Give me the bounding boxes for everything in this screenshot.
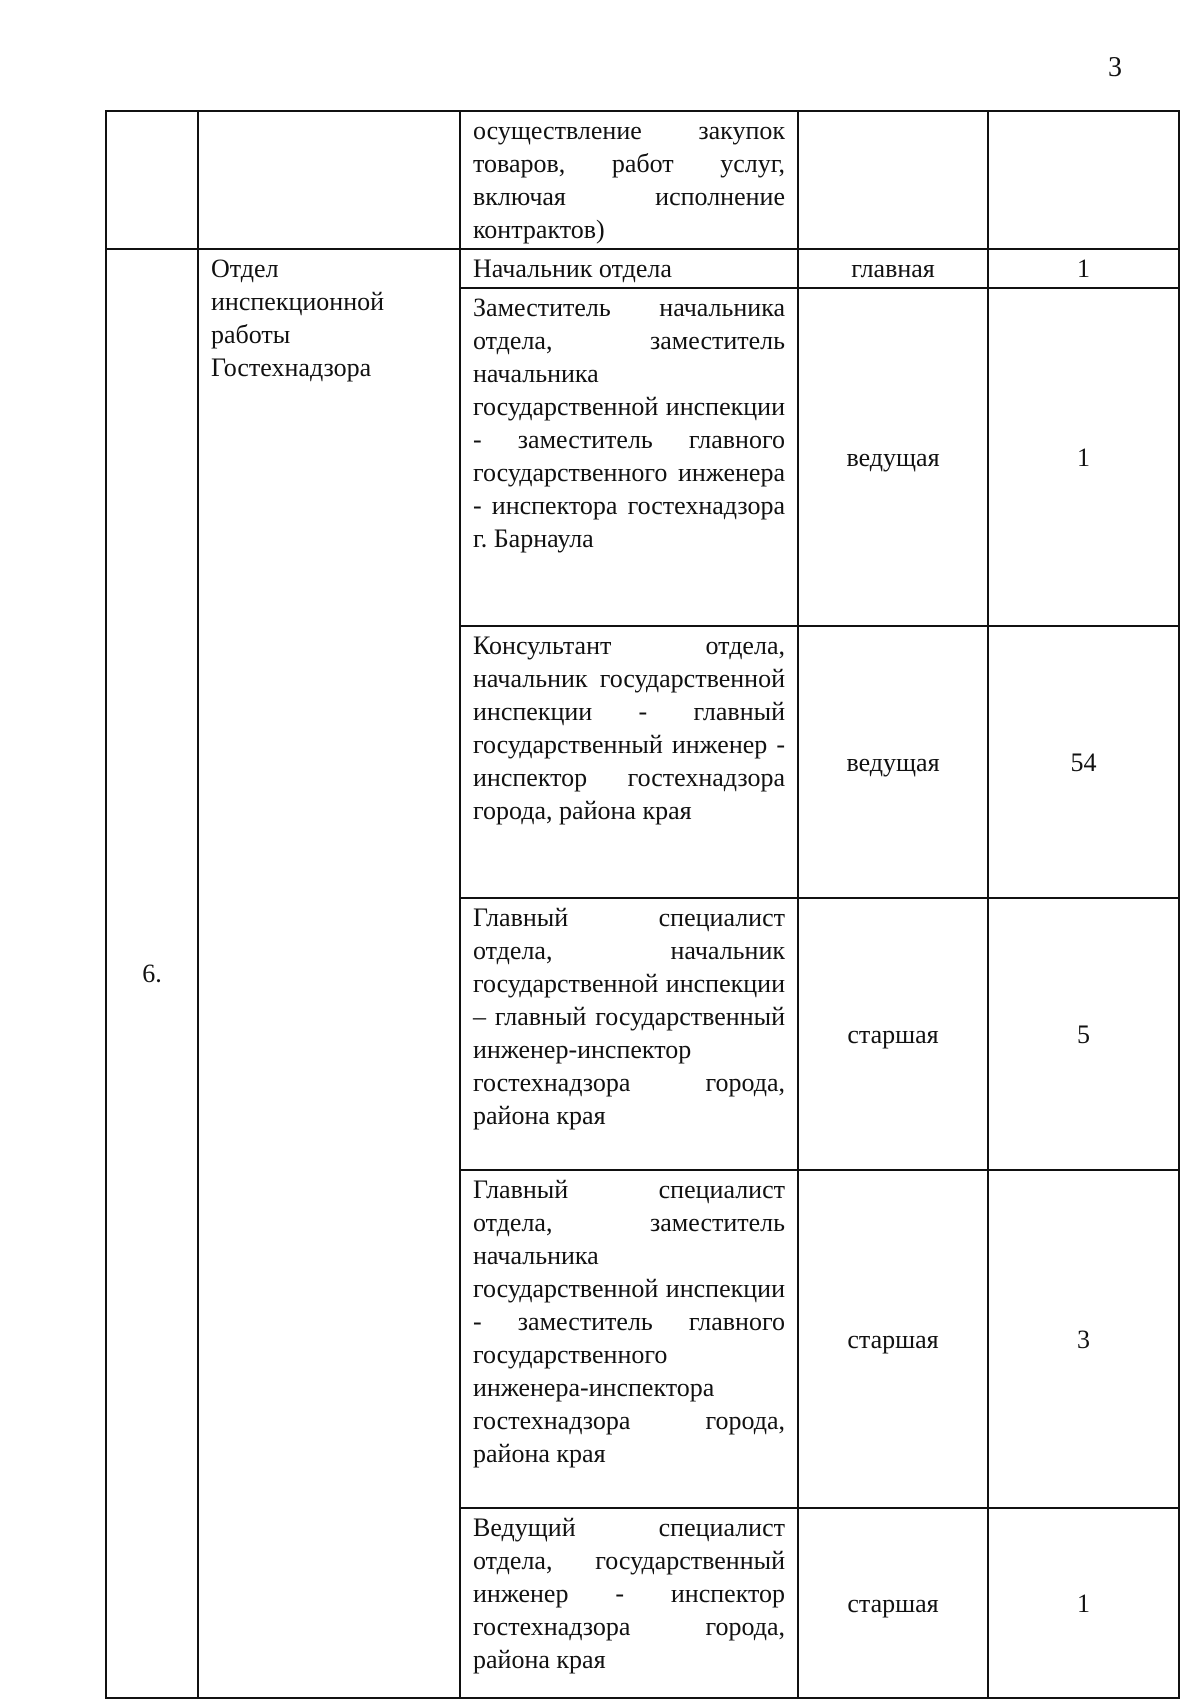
position-cell: Ведущий специалист отдела, государственный инженер - инспектор гостехнадзора города, района края xyxy=(460,1508,798,1698)
department-cell xyxy=(198,111,460,249)
department-name: Отдел инспекционной работы Гостехнадзора xyxy=(198,249,460,1698)
count-cell: 1 xyxy=(988,1508,1179,1698)
position-cell: Заместитель начальника отдела, заместитель начальника государственной инспекции - заместитель главного государственного инженера - инспектора гостехнадзора г. Барнаула xyxy=(460,288,798,626)
group-cell: старшая xyxy=(798,1170,988,1508)
group-cell: старшая xyxy=(798,1508,988,1698)
group-cell xyxy=(798,111,988,249)
count-cell xyxy=(988,111,1179,249)
count-cell: 1 xyxy=(988,288,1179,626)
section-number: 6. xyxy=(106,249,198,1698)
position-cell: Консультант отдела, начальник государственной инспекции - главный государственный инженер - инспектор гостехнадзора города, района края xyxy=(460,626,798,898)
position-cell: Главный специалист отдела, начальник государственной инспекции – главный государственный инженер-инспектор гостехнадзора города, района края xyxy=(460,898,798,1170)
staffing-table xyxy=(105,110,1180,1699)
group-cell: ведущая xyxy=(798,288,988,626)
count-cell: 5 xyxy=(988,898,1179,1170)
table-row xyxy=(106,249,1179,288)
group-cell: старшая xyxy=(798,898,988,1170)
count-cell: 1 xyxy=(988,249,1179,288)
position-cell: осуществление закупок товаров, работ услуг, включая исполнение контрактов) xyxy=(460,111,798,249)
position-cell: Главный специалист отдела, заместитель начальника государственной инспекции - заместитель главного государственного инженера-инспектора гостехнадзора города, района края xyxy=(460,1170,798,1508)
count-cell: 54 xyxy=(988,626,1179,898)
count-cell: 3 xyxy=(988,1170,1179,1508)
table-row-continuation xyxy=(106,111,1179,249)
group-cell: главная xyxy=(798,249,988,288)
page-number: 3 xyxy=(1108,52,1122,83)
position-cell: Начальник отдела xyxy=(460,249,798,288)
number-cell xyxy=(106,111,198,249)
group-cell: ведущая xyxy=(798,626,988,898)
